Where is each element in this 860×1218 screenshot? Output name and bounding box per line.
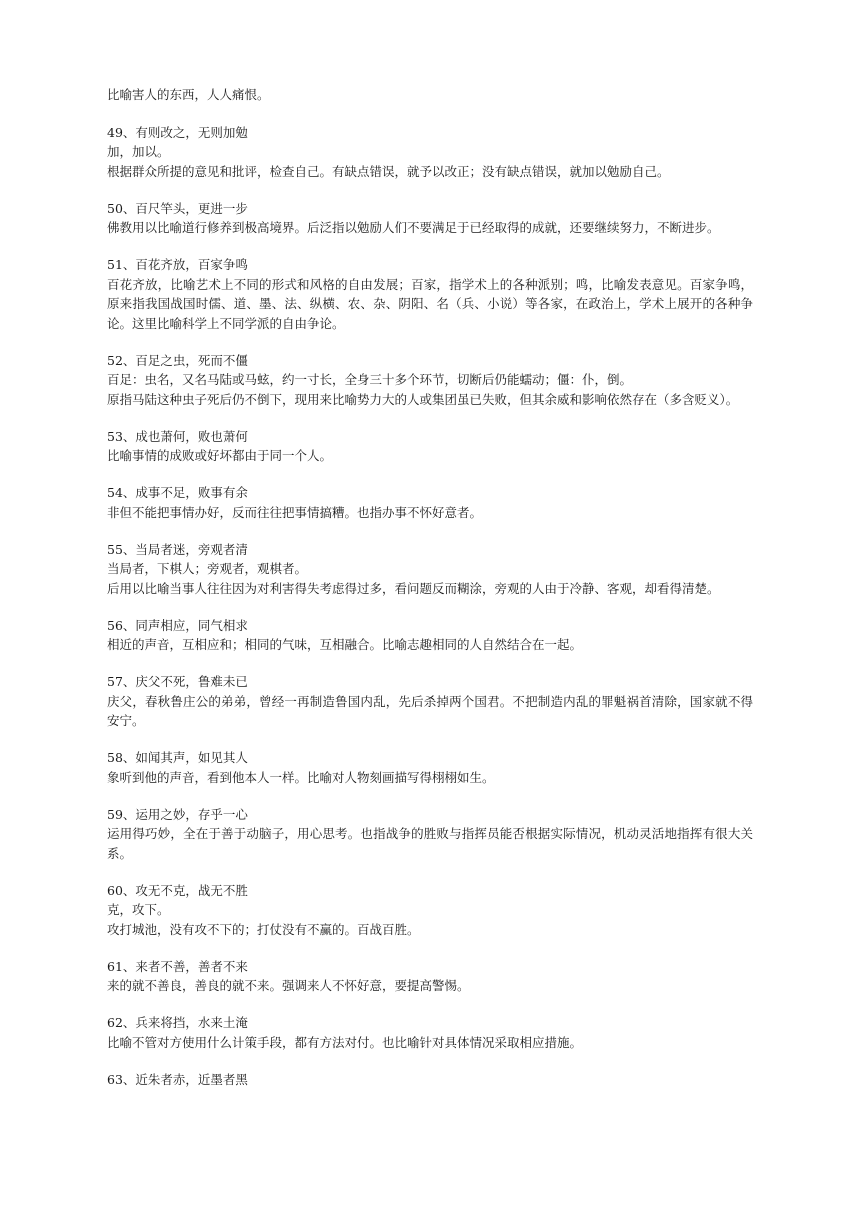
idiom-list (107, 123, 753, 1090)
idiom-title: 62、兵来将挡，水来土淹 (107, 1015, 248, 1030)
idiom-title: 49、有则改之，无则加勉 (107, 124, 248, 140)
idiom-entry (107, 255, 753, 333)
lead-paragraph: 比喻害人的东西，人人痛恨。 (107, 87, 270, 102)
idiom-explanation: 非但不能把事情办好，反而往往把事情搞糟。也指办事不怀好意者。 (107, 504, 483, 520)
idiom-explanation: 佛教用以比喻道行修养到极高境界。后泛指以勉励人们不要满足于已经取得的成就，还要继续努力，不断进步。 (107, 220, 720, 235)
idiom-explanation: 比喻事情的成败或好坏都由于同一个人。 (107, 448, 333, 463)
idiom-entry (107, 881, 753, 940)
idiom-explanation: 加，加以。 (107, 144, 170, 159)
idiom-explanation: 当局者，下棋人；旁观者，观棋者。 (107, 561, 308, 576)
idiom-explanation: 运用得巧妙，全在于善于动脑子，用心思考。也指战争的胜败与指挥员能否根据实际情况，机动灵活地指挥有很大关系。 (107, 826, 753, 861)
idiom-title: 51、百花齐放，百家争鸣 (107, 257, 248, 272)
idiom-entry (107, 957, 753, 996)
idiom-explanation: 百花齐放，比喻艺术上不同的形式和风格的自由发展；百家，指学术上的各种派别；鸣，比喻发表意见。百家争鸣，原来指我国战国时儒、道、墨、法、纵横、农、杂、阴阳、名（兵、小说）等各家，在政治上，学术上展开的各种争论。这里比喻科学上不同学派的自由争论。 (107, 276, 753, 331)
idiom-entry (107, 483, 753, 522)
idiom-title: 52、百足之虫，死而不僵 (107, 352, 248, 368)
idiom-explanation: 攻打城池，没有攻不下的；打仗没有不赢的。百战百胜。 (107, 921, 420, 937)
idiom-title: 59、运用之妙，存乎一心 (107, 806, 248, 822)
idiom-entry (107, 1070, 753, 1090)
idiom-entry (107, 1013, 753, 1052)
idiom-title: 63、近朱者赤，近墨者黑 (107, 1071, 248, 1087)
idiom-explanation: 象听到他的声音，看到他本人一样。比喻对人物刻画描写得栩栩如生。 (107, 769, 495, 785)
idiom-explanation: 庆父，春秋鲁庄公的弟弟，曾经一再制造鲁国内乱，先后杀掉两个国君。不把制造内乱的罪魁祸首清除，国家就不得安宁。 (107, 693, 753, 728)
idiom-explanation: 来的就不善良，善良的就不来。强调来人不怀好意，要提高警惕。 (107, 978, 470, 993)
idiom-title: 53、成也萧何，败也萧何 (107, 428, 248, 444)
idiom-entry (107, 123, 753, 182)
idiom-title: 58、如闻其声，如见其人 (107, 750, 248, 765)
idiom-entry (107, 540, 753, 599)
idiom-title: 56、同声相应，同气相求 (107, 617, 248, 633)
idiom-explanation: 相近的声音，互相应和；相同的气味，互相融合。比喻志趣相同的人自然结合在一起。 (107, 637, 583, 652)
idiom-title: 57、庆父不死，鲁难未已 (107, 674, 248, 689)
idiom-entry (107, 672, 753, 731)
idiom-entry (107, 351, 753, 410)
idiom-title: 50、百尺竿头，更进一步 (107, 200, 248, 216)
idiom-explanation: 后用以比喻当事人往往因为对利害得失考虑得过多，看问题反而糊涂，旁观的人由于冷静、客观，却看得清楚。 (107, 580, 720, 596)
idiom-entry (107, 427, 753, 466)
idiom-title: 54、成事不足，败事有余 (107, 485, 248, 500)
idiom-explanation: 根据群众所提的意见和批评，检查自己。有缺点错误，就予以改正；没有缺点错误，就加以勉励自己。 (107, 163, 670, 179)
idiom-entry (107, 748, 753, 787)
idiom-explanation: 百足：虫名，又名马陆或马蚿，约一寸长，全身三十多个环节，切断后仍能蠕动；僵：仆，倒。 (107, 372, 633, 387)
idiom-entry (107, 805, 753, 864)
idiom-entry (107, 616, 753, 655)
idiom-explanation: 原指马陆这种虫子死后仍不倒下，现用来比喻势力大的人或集团虽已失败，但其余威和影响依然存在（多含贬义）。 (107, 391, 739, 407)
idiom-entry (107, 199, 753, 238)
idiom-title: 55、当局者迷，旁观者清 (107, 541, 248, 557)
idiom-explanation: 克，攻下。 (107, 902, 170, 917)
idiom-title: 60、攻无不克，战无不胜 (107, 882, 248, 898)
idiom-explanation: 比喻不管对方使用什么计策手段，都有方法对付。也比喻针对具体情况采取相应措施。 (107, 1034, 583, 1050)
idiom-title: 61、来者不善，善者不来 (107, 958, 248, 974)
